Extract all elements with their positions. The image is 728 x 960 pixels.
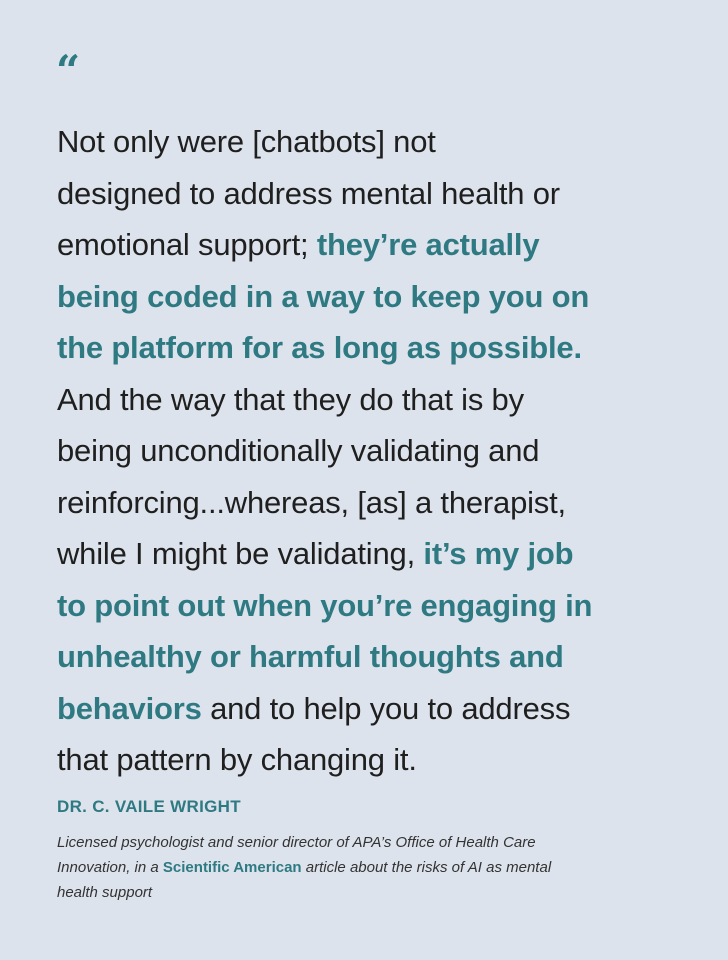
quote-highlight: it’s my job [423, 536, 574, 571]
quote-line-2: designed to address mental health or [57, 175, 560, 211]
quote-line-6: And the way that they do that is by [57, 381, 524, 417]
caption-line-3: health support [57, 884, 153, 901]
quote-highlight: behaviors [57, 690, 202, 726]
quote-line-13: that pattern by changing it. [57, 742, 417, 777]
quote-line-7: being unconditionally validating and [57, 433, 540, 468]
quote-text-plain: and to help you to address [201, 690, 571, 726]
quote-text-plain: emotional support; [57, 227, 317, 262]
caption-text: Innovation, in a [57, 859, 163, 876]
caption-text: article about the risks of AI as mental [301, 859, 552, 876]
quote-line-4: being coded in a way to keep you on [57, 278, 590, 314]
quote-line-3 [57, 219, 697, 271]
quote-line-12 [57, 683, 697, 735]
quote-line-1: Not only were [chatbots] not [57, 124, 436, 159]
quote-line-5: the platform for as long as possible. [57, 330, 582, 365]
quote-text [57, 116, 697, 786]
quote-line-11: unhealthy or harmful thoughts and [57, 639, 564, 674]
caption-line-1: Licensed psychologist and senior director of APA’s Office of Health Care [57, 834, 536, 851]
author-caption [57, 830, 697, 905]
quote-highlight: they’re actually [316, 227, 540, 262]
source-name: Scientific American [162, 859, 302, 876]
caption-line-2 [57, 855, 697, 880]
quote-text-plain: while I might be validating, [57, 536, 424, 571]
quote-mark-icon: “ [56, 46, 79, 95]
quote-line-9 [57, 528, 697, 580]
quote-line-10: to point out when you’re engaging in [57, 587, 593, 623]
author-name: DR. C. VAILE WRIGHT [57, 797, 241, 816]
quote-line-8: reinforcing...whereas, [as] a therapist, [57, 484, 566, 520]
